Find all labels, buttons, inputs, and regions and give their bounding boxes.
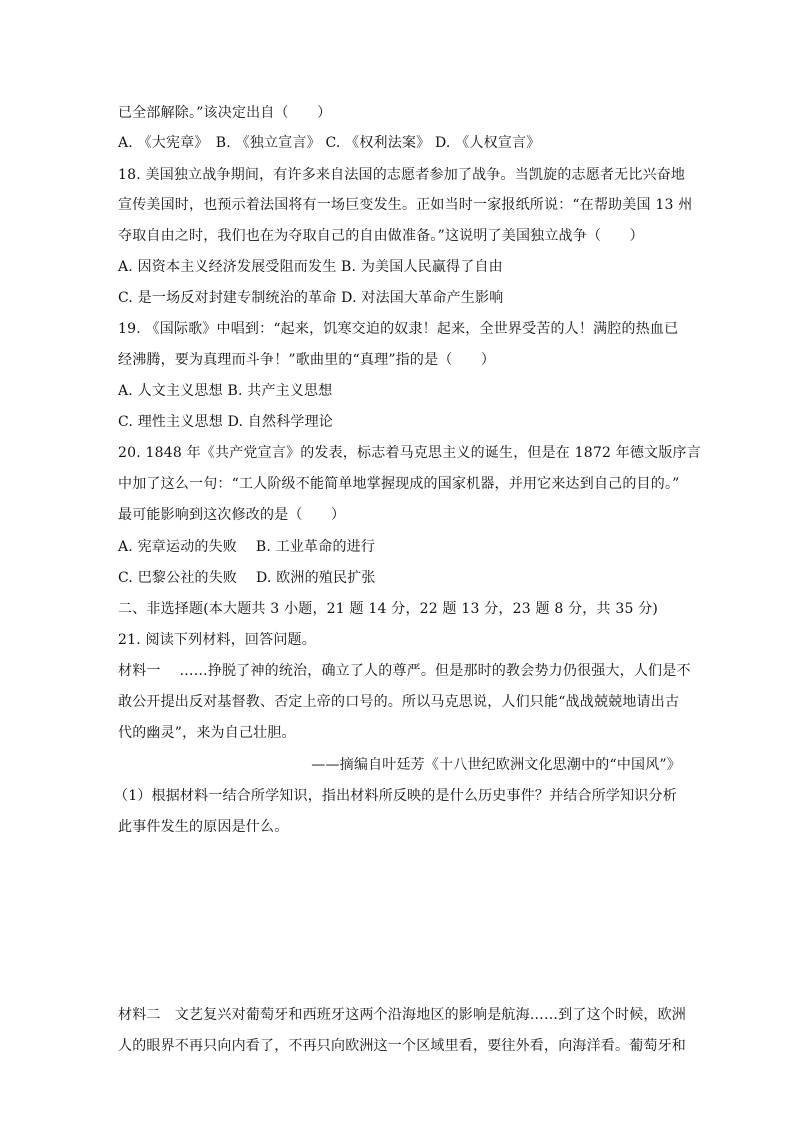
text-line: 代的幽灵”，来为自己壮胆。: [118, 725, 296, 741]
answer-options-q19-cd: C. 理性主义思想 D. 自然科学理论: [118, 414, 333, 430]
section-heading: 二、非选择题(本大题共 3 小题，21 题 14 分，22 题 13 分，23 题 8 分，共 35 分): [118, 601, 659, 617]
text-line: 已全部解除。”该决定出自（ ）: [118, 105, 332, 121]
question-18-stem: 18. 美国独立战争期间，有许多来自法国的志愿者参加了战争。当凯旋的志愿者无比兴奋地: [118, 167, 686, 183]
text-line: 中加了这么一句：“工人阶级不能简单地掌握现成的国家机器，并用它来达到自己的目的。”: [118, 476, 680, 492]
text-line: 最可能影响到这次修改的是（ ）: [118, 507, 346, 523]
answer-options-q20-cd: C. 巴黎公社的失败 D. 欧洲的殖民扩张: [118, 570, 376, 586]
text-line: 夺取自由之时，我们也在为夺取自己的自由做准备。”这说明了美国独立战争（ ）: [118, 228, 644, 244]
sub-question-1: （1）根据材料一结合所学知识，指出材料所反映的是什么历史事件？并结合所学知识分析: [114, 788, 677, 804]
answer-options-q20-ab: A. 宪章运动的失败 B. 工业革命的进行: [118, 539, 376, 555]
answer-options-q18-ab: A. 因资本主义经济发展受阻而发生 B. 为美国人民赢得了自由: [118, 259, 503, 275]
text-line: 此事件发生的原因是什么。: [118, 819, 289, 835]
text-line: 人的眼界不再只向内看了，不再只向欧洲这一个区域里看，要往外看，向海洋看。葡萄牙和: [118, 1038, 686, 1054]
question-21-stem: 21. 阅读下列材料，回答问题。: [118, 632, 316, 648]
answer-options-q17: A. 《大宪章》 B. 《独立宣言》 C. 《权利法案》 D. 《人权宣言》: [118, 135, 541, 151]
text-line: 宣传美国时，也预示着法国将有一场巨变发生。正如当时一家报纸所说：“在帮助美国 13 州: [118, 197, 693, 213]
answer-options-q18-cd: C. 是一场反对封建专制统治的革命 D. 对法国大革命产生影响: [118, 290, 504, 306]
material-two: 材料二 文艺复兴对葡萄牙和西班牙这两个沿海地区的影响是航海……到了这个时候，欧洲: [118, 1007, 686, 1023]
text-line: 敢公开提出反对基督教、否定上帝的口号的。所以马克思说，人们只能“战战兢兢地请出古: [118, 694, 680, 710]
question-19-stem: 19. 《国际歌》中唱到：“起来，饥寒交迫的奴隶！起来，全世界受苦的人！满腔的热血已: [118, 321, 679, 337]
answer-options-q19-ab: A. 人文主义思想 B. 共产主义思想: [118, 383, 333, 399]
question-20-stem: 20. 1848 年《共产党宣言》的发表，标志着马克思主义的诞生，但是在 1872 年德文版序言: [118, 445, 701, 461]
material-source: ——摘编自叶廷芳《十八世纪欧洲文化思潮中的“中国风”》: [311, 757, 681, 773]
text-line: 经沸腾，要为真理而斗争！”歌曲里的“真理”指的是（ ）: [118, 352, 496, 368]
material-one: 材料一 ……挣脱了神的统治，确立了人的尊严。但是那时的教会势力仍很强大，人们是不: [118, 663, 691, 679]
